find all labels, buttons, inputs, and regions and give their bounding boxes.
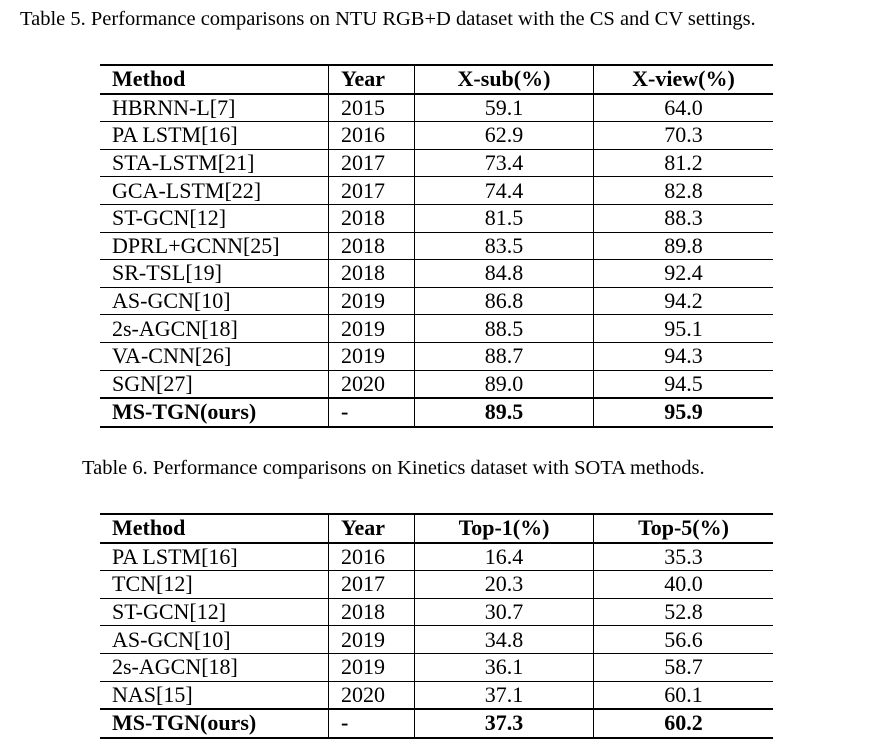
table-row xyxy=(100,122,773,150)
table-cell: MS-TGN(ours) xyxy=(100,398,329,427)
table-cell: 58.7 xyxy=(594,653,774,681)
table-cell: 95.1 xyxy=(594,315,774,343)
table-cell: 95.9 xyxy=(594,398,774,427)
table-cell: 2s-AGCN[18] xyxy=(100,653,329,681)
table-cell: 2019 xyxy=(329,315,415,343)
table-cell: 37.1 xyxy=(415,681,594,709)
table-cell: 89.0 xyxy=(415,370,594,398)
table-cell: 89.5 xyxy=(415,398,594,427)
table-cell: DPRL+GCNN[25] xyxy=(100,232,329,260)
table-cell: 37.3 xyxy=(415,709,594,738)
table-cell: 2019 xyxy=(329,342,415,370)
table-cell: 86.8 xyxy=(415,287,594,315)
table-cell: 2018 xyxy=(329,204,415,232)
table-cell: 56.6 xyxy=(594,626,774,654)
table-cell: 36.1 xyxy=(415,653,594,681)
table-cell: 2020 xyxy=(329,681,415,709)
table-cell: GCA-LSTM[22] xyxy=(100,177,329,205)
table-cell: 2017 xyxy=(329,571,415,599)
table-row xyxy=(100,342,773,370)
table-cell: 94.5 xyxy=(594,370,774,398)
table-cell: 60.2 xyxy=(594,709,774,738)
table-row xyxy=(100,543,773,571)
column-header: Top-1(%) xyxy=(415,514,594,543)
column-header: Method xyxy=(100,514,329,543)
table-cell: 92.4 xyxy=(594,260,774,288)
column-header: Top-5(%) xyxy=(594,514,774,543)
table-cell: MS-TGN(ours) xyxy=(100,709,329,738)
table-cell: 88.3 xyxy=(594,204,774,232)
table-cell: 2s-AGCN[18] xyxy=(100,315,329,343)
table-cell: 60.1 xyxy=(594,681,774,709)
table-cell: 81.5 xyxy=(415,204,594,232)
table-cell: PA LSTM[16] xyxy=(100,543,329,571)
table-row xyxy=(100,94,773,122)
table6 xyxy=(100,513,773,739)
table-cell: 2017 xyxy=(329,177,415,205)
table-row xyxy=(100,571,773,599)
table-row xyxy=(100,232,773,260)
table-row xyxy=(100,653,773,681)
table5-caption: Table 5. Performance comparisons on NTU RGB+D dataset with the CS and CV settings. xyxy=(20,8,756,30)
table-cell: NAS[15] xyxy=(100,681,329,709)
column-header: Method xyxy=(100,65,329,94)
table-row xyxy=(100,260,773,288)
table-cell: HBRNN-L[7] xyxy=(100,94,329,122)
table-cell: 2016 xyxy=(329,122,415,150)
table-cell: 2018 xyxy=(329,598,415,626)
table-cell: 2017 xyxy=(329,149,415,177)
column-header: Year xyxy=(329,65,415,94)
table-cell: AS-GCN[10] xyxy=(100,626,329,654)
table-cell: 40.0 xyxy=(594,571,774,599)
table-row-ours xyxy=(100,709,773,738)
table-cell: 2018 xyxy=(329,260,415,288)
table-row xyxy=(100,315,773,343)
table-cell: 73.4 xyxy=(415,149,594,177)
table-cell: 83.5 xyxy=(415,232,594,260)
table-cell: 2015 xyxy=(329,94,415,122)
table-cell: 2019 xyxy=(329,653,415,681)
table-row xyxy=(100,370,773,398)
table-cell: 94.2 xyxy=(594,287,774,315)
table-cell: AS-GCN[10] xyxy=(100,287,329,315)
table-row xyxy=(100,626,773,654)
table-cell: 2020 xyxy=(329,370,415,398)
column-header: X-view(%) xyxy=(594,65,774,94)
table-cell: 81.2 xyxy=(594,149,774,177)
table-cell: 30.7 xyxy=(415,598,594,626)
table-cell: 52.8 xyxy=(594,598,774,626)
table-row xyxy=(100,149,773,177)
table-cell: SR-TSL[19] xyxy=(100,260,329,288)
table-row xyxy=(100,681,773,709)
table-cell: 74.4 xyxy=(415,177,594,205)
table-cell: ST-GCN[12] xyxy=(100,598,329,626)
table-row xyxy=(100,204,773,232)
table-cell: ST-GCN[12] xyxy=(100,204,329,232)
column-header: Year xyxy=(329,514,415,543)
table-cell: 35.3 xyxy=(594,543,774,571)
table-cell: 88.7 xyxy=(415,342,594,370)
table-cell: - xyxy=(329,709,415,738)
table-cell: 2018 xyxy=(329,232,415,260)
table-row xyxy=(100,598,773,626)
table-cell: 64.0 xyxy=(594,94,774,122)
table-cell: 59.1 xyxy=(415,94,594,122)
table-cell: 88.5 xyxy=(415,315,594,343)
table-cell: 2019 xyxy=(329,287,415,315)
table-cell: - xyxy=(329,398,415,427)
table-cell: 2016 xyxy=(329,543,415,571)
column-header: X-sub(%) xyxy=(415,65,594,94)
table-cell: STA-LSTM[21] xyxy=(100,149,329,177)
table-cell: 82.8 xyxy=(594,177,774,205)
table-cell: SGN[27] xyxy=(100,370,329,398)
table-header-row xyxy=(100,65,773,94)
table5 xyxy=(100,64,773,428)
table-row xyxy=(100,177,773,205)
table-cell: 16.4 xyxy=(415,543,594,571)
table-cell: 34.8 xyxy=(415,626,594,654)
table-cell: VA-CNN[26] xyxy=(100,342,329,370)
table-cell: 94.3 xyxy=(594,342,774,370)
table-cell: 70.3 xyxy=(594,122,774,150)
table-cell: 2019 xyxy=(329,626,415,654)
table-cell: 89.8 xyxy=(594,232,774,260)
table-cell: 84.8 xyxy=(415,260,594,288)
table-cell: 62.9 xyxy=(415,122,594,150)
table-cell: PA LSTM[16] xyxy=(100,122,329,150)
table-row-ours xyxy=(100,398,773,427)
table-cell: 20.3 xyxy=(415,571,594,599)
table6-caption: Table 6. Performance comparisons on Kinetics dataset with SOTA methods. xyxy=(82,457,705,479)
table-row xyxy=(100,287,773,315)
table-header-row xyxy=(100,514,773,543)
table-cell: TCN[12] xyxy=(100,571,329,599)
